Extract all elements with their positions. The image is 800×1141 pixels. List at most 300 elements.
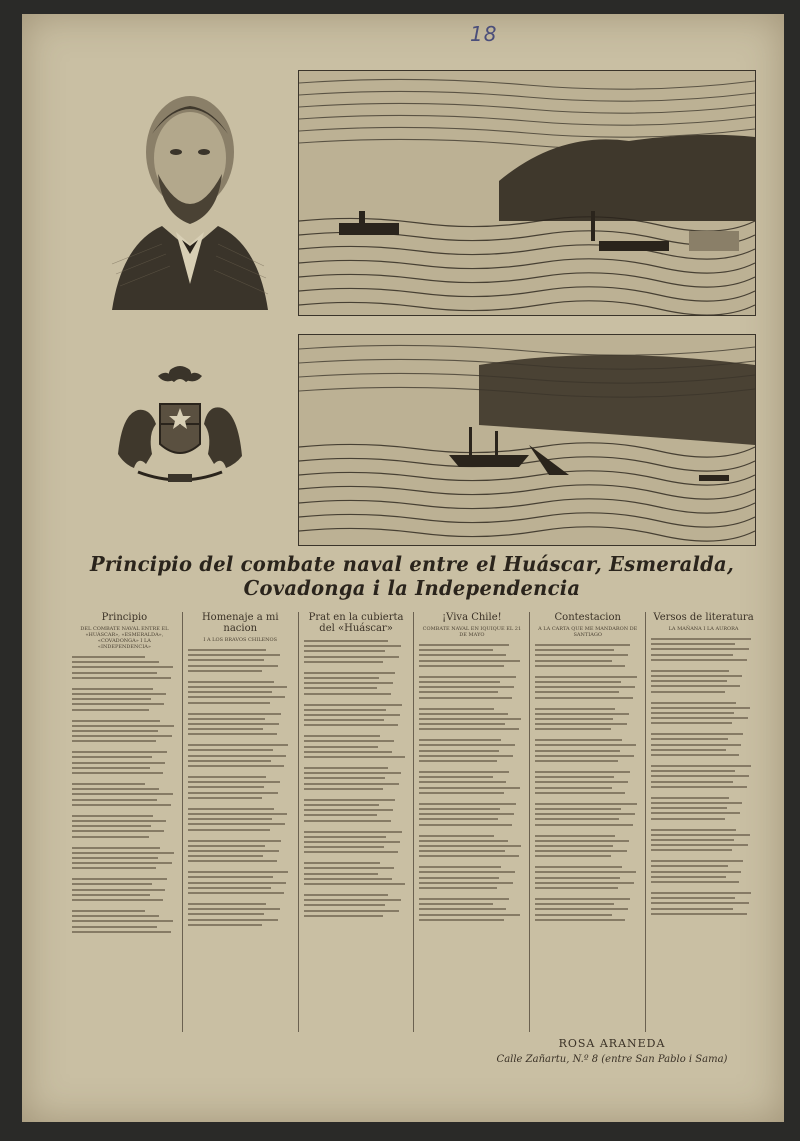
verse-line — [72, 725, 174, 727]
verse-line — [188, 924, 262, 926]
verse-line — [419, 750, 499, 752]
verse-line — [419, 866, 501, 868]
verse-line — [72, 820, 166, 822]
verse-line — [72, 735, 172, 737]
verse-line — [304, 846, 385, 848]
verse-line — [304, 645, 401, 647]
verse-stanza — [72, 751, 177, 774]
verse-line — [535, 845, 613, 847]
verse-line — [304, 746, 378, 748]
verse-line — [535, 771, 629, 773]
verse-line — [535, 792, 625, 794]
verse-line — [304, 661, 384, 663]
headline: Principio del combate naval entre el Huáscar, Esmeralda, Covadonga i la Independencia — [89, 552, 735, 600]
verse-line — [419, 681, 500, 683]
verse-line — [304, 883, 406, 885]
verse-stanza — [419, 708, 524, 731]
verse-line — [188, 919, 278, 921]
verse-line — [651, 818, 724, 820]
verse-line — [651, 876, 725, 878]
verse-line — [304, 878, 392, 880]
verse-line — [188, 723, 279, 725]
verse-line — [419, 919, 504, 921]
verse-line — [188, 860, 277, 862]
verse-line — [535, 877, 620, 879]
column-title: Versos de literatura — [653, 612, 754, 623]
verse-line — [535, 644, 629, 646]
verse-line — [419, 835, 493, 837]
verse-line — [535, 686, 635, 688]
verse-line — [535, 914, 612, 916]
verse-stanza — [651, 829, 756, 852]
verse-line — [419, 787, 520, 789]
column-3 — [298, 612, 414, 1032]
verse-line — [188, 765, 284, 767]
verse-line — [304, 735, 381, 737]
column-subtitle: COMBATE NAVAL EN IQUIQUE EL 21 DE MAYO — [422, 626, 522, 638]
verse-stanza — [419, 898, 524, 921]
verse-line — [304, 777, 386, 779]
verse-line — [188, 718, 266, 720]
verse-stanza — [535, 708, 640, 731]
verse-line — [72, 677, 171, 679]
verse-line — [535, 919, 625, 921]
verse-line — [304, 904, 386, 906]
column-6 — [645, 612, 761, 1032]
verse-line — [535, 723, 626, 725]
verse-line — [188, 670, 262, 672]
verse-line — [72, 688, 153, 690]
verse-line — [651, 722, 732, 724]
verse-line — [72, 703, 164, 705]
verse-stanza — [651, 765, 756, 788]
verse-line — [72, 878, 167, 880]
verse-stanza — [72, 656, 177, 679]
verse-line — [304, 873, 378, 875]
verse-line — [419, 686, 513, 688]
verse-line — [419, 808, 500, 810]
verse-line — [535, 871, 636, 873]
verse-line — [304, 894, 388, 896]
verse-line — [304, 709, 387, 711]
verse-line — [72, 709, 149, 711]
verse-line — [535, 739, 622, 741]
verse-line — [304, 682, 393, 684]
verse-line — [535, 750, 620, 752]
verse-line — [188, 781, 280, 783]
verse-line — [651, 775, 748, 777]
verse-line — [651, 844, 747, 846]
coat-of-arms — [108, 364, 252, 490]
verse-line — [304, 640, 388, 642]
verse-line — [535, 744, 636, 746]
verse-line — [188, 691, 272, 693]
verse-line — [188, 882, 287, 884]
verse-body — [188, 649, 293, 926]
verse-line — [188, 908, 280, 910]
verse-line — [535, 760, 618, 762]
verse-line — [72, 920, 173, 922]
verse-line — [651, 797, 729, 799]
verse-line — [535, 654, 627, 656]
verse-stanza — [188, 744, 293, 767]
verse-stanza — [72, 783, 177, 806]
verse-line — [72, 756, 152, 758]
verse-line — [304, 650, 386, 652]
verse-line — [651, 707, 750, 709]
verse-line — [651, 749, 725, 751]
verse-line — [72, 740, 156, 742]
verse-stanza — [304, 831, 409, 854]
verse-line — [651, 908, 733, 910]
verse-line — [188, 681, 274, 683]
verse-line — [651, 913, 746, 915]
naval-engraving-top — [298, 70, 756, 316]
verse-line — [72, 825, 151, 827]
verse-stanza — [188, 713, 293, 736]
verse-line — [651, 691, 724, 693]
verse-stanza — [535, 803, 640, 826]
verse-line — [535, 681, 621, 683]
naval-engraving-bottom — [298, 334, 756, 546]
verse-line — [419, 781, 506, 783]
verse-stanza — [304, 799, 409, 822]
verse-line — [651, 733, 743, 735]
verse-line — [535, 803, 637, 805]
verse-line — [304, 862, 381, 864]
verse-line — [72, 883, 152, 885]
verse-line — [188, 713, 281, 715]
verse-line — [535, 649, 614, 651]
verse-line — [188, 913, 265, 915]
verse-line — [188, 829, 270, 831]
verse-line — [72, 804, 171, 806]
verse-stanza — [651, 860, 756, 883]
broadsheet — [22, 14, 784, 1122]
verse-line — [72, 894, 150, 896]
verse-line — [72, 867, 156, 869]
verse-body — [419, 644, 524, 921]
verse-stanza — [188, 871, 293, 894]
verse-line — [419, 728, 519, 730]
verse-line — [72, 799, 157, 801]
verse-line — [419, 718, 521, 720]
verse-stanza — [304, 672, 409, 695]
verse-line — [419, 697, 511, 699]
verse-line — [535, 776, 614, 778]
verse-stanza — [535, 866, 640, 889]
verse-line — [651, 670, 729, 672]
column-title: Prat en la cubierta del «Huáscar» — [308, 612, 404, 634]
verse-stanza — [72, 847, 177, 870]
verse-line — [188, 733, 277, 735]
verse-line — [535, 676, 637, 678]
verse-line — [535, 728, 610, 730]
verse-line — [72, 698, 151, 700]
verse-stanza — [419, 803, 524, 826]
verse-line — [304, 767, 388, 769]
verse-line — [651, 839, 734, 841]
verse-line — [304, 783, 399, 785]
verse-stanza — [419, 644, 524, 667]
verse-line — [651, 902, 748, 904]
verse-line — [651, 881, 739, 883]
verse-line — [419, 723, 505, 725]
verse-line — [304, 714, 400, 716]
verse-line — [188, 892, 284, 894]
verse-line — [72, 793, 173, 795]
verse-line — [72, 836, 149, 838]
verse-line — [651, 744, 741, 746]
verse-stanza — [72, 815, 177, 838]
verse-stanza — [651, 892, 756, 915]
verse-line — [535, 718, 613, 720]
verse-line — [651, 812, 740, 814]
verse-line — [304, 799, 395, 801]
verse-line — [419, 882, 512, 884]
verse-stanza — [419, 739, 524, 762]
verse-line — [651, 717, 747, 719]
verse-stanza — [188, 649, 293, 672]
verse-line — [72, 767, 150, 769]
verse-stanza — [419, 676, 524, 699]
verse-stanza — [419, 866, 524, 889]
verse-stanza — [304, 862, 409, 885]
verse-line — [304, 719, 385, 721]
verse-line — [651, 786, 746, 788]
verse-stanza — [188, 776, 293, 799]
verse-stanza — [72, 910, 177, 933]
verse-line — [188, 702, 270, 704]
verse-line — [72, 889, 165, 891]
author-signature: ROSA ARANEDA — [558, 1037, 666, 1050]
verse-line — [419, 824, 511, 826]
verse-line — [651, 659, 746, 661]
verse-line — [188, 797, 262, 799]
verse-line — [535, 697, 632, 699]
verse-line — [651, 654, 733, 656]
column-subtitle: DEL COMBATE NAVAL ENTRE EL «HUÁSCAR», «ESMERALDA», «COVADONGA» I LA «INDEPENDENCIA» — [80, 626, 169, 650]
verse-line — [304, 704, 403, 706]
printer-address: Calle Zañartu, N.º 8 (entre San Pablo i Sama) — [496, 1054, 728, 1065]
verse-line — [188, 654, 280, 656]
column-title: ¡Viva Chile! — [442, 612, 502, 623]
verse-stanza — [419, 771, 524, 794]
verse-line — [304, 836, 387, 838]
verse-line — [419, 840, 507, 842]
verse-line — [651, 897, 735, 899]
verse-line — [304, 772, 401, 774]
column-subtitle: LA MAÑANA I LA AURORA — [668, 626, 739, 632]
column-5 — [529, 612, 645, 1032]
column-1 — [67, 612, 182, 1032]
column-title: Homenaje a mi nacion — [201, 612, 279, 634]
verse-line — [72, 788, 159, 790]
verse-line — [72, 730, 158, 732]
verse-line — [419, 644, 508, 646]
verse-line — [419, 654, 506, 656]
verse-line — [535, 708, 615, 710]
verse-line — [651, 712, 734, 714]
verse-line — [72, 751, 167, 753]
verse-line — [535, 855, 610, 857]
column-title: Principio — [101, 612, 148, 623]
verse-line — [188, 696, 285, 698]
verse-line — [188, 659, 265, 661]
verse-line — [304, 814, 377, 816]
verse-line — [651, 849, 732, 851]
verse-stanza — [651, 638, 756, 661]
verse-line — [419, 803, 515, 805]
verse-line — [188, 649, 267, 651]
verse-stanza — [188, 681, 293, 704]
verse-line — [72, 857, 158, 859]
verse-line — [535, 813, 635, 815]
verse-line — [419, 771, 508, 773]
verse-line — [419, 713, 507, 715]
verse-line — [651, 871, 741, 873]
verse-line — [535, 818, 619, 820]
verse-line — [72, 852, 174, 854]
verse-line — [419, 903, 492, 905]
portrait-engraving — [92, 74, 288, 310]
verse-line — [188, 744, 289, 746]
column-subtitle: A LA CARTA QUE ME MANDARON DE SANTIAGO — [538, 626, 638, 638]
verse-line — [72, 720, 160, 722]
verse-line — [188, 823, 285, 825]
verse-line — [419, 845, 521, 847]
verse-line — [419, 877, 499, 879]
verse-stanza — [535, 676, 640, 699]
verse-line — [304, 841, 400, 843]
verse-line — [304, 751, 392, 753]
verse-stanza — [188, 903, 293, 926]
verse-line — [651, 834, 750, 836]
verse-line — [304, 899, 401, 901]
verse-line — [651, 770, 735, 772]
verse-line — [419, 776, 492, 778]
verse-line — [72, 762, 165, 764]
verse-stanza — [535, 835, 640, 858]
verse-stanza — [419, 835, 524, 858]
verse-line — [651, 738, 728, 740]
verse-stanza — [304, 735, 409, 758]
verse-line — [72, 862, 172, 864]
verse-line — [304, 809, 393, 811]
verse-line — [72, 661, 159, 663]
verse-stanza — [651, 670, 756, 693]
verse-line — [419, 708, 493, 710]
verse-line — [188, 755, 287, 757]
verse-line — [419, 871, 514, 873]
verse-line — [651, 754, 739, 756]
column-2 — [182, 612, 298, 1032]
verse-body — [535, 644, 640, 921]
verse-body — [72, 656, 177, 933]
verse-line — [535, 824, 632, 826]
verse-line — [188, 786, 265, 788]
verse-line — [304, 915, 384, 917]
verse-line — [535, 781, 627, 783]
verse-line — [304, 867, 394, 869]
verse-line — [419, 908, 506, 910]
verse-line — [419, 744, 514, 746]
verse-stanza — [72, 688, 177, 711]
verse-stanza — [535, 644, 640, 667]
verse-line — [651, 680, 726, 682]
verse-line — [419, 676, 515, 678]
verse-stanza — [651, 733, 756, 756]
verse-stanza — [72, 878, 177, 901]
verse-line — [535, 691, 619, 693]
verse-line — [419, 691, 498, 693]
verse-line — [72, 847, 160, 849]
verse-line — [419, 665, 504, 667]
verse-line — [535, 850, 626, 852]
verse-line — [72, 693, 166, 695]
verse-line — [72, 910, 145, 912]
verse-line — [72, 915, 159, 917]
verse-line — [535, 835, 615, 837]
verse-line — [188, 855, 263, 857]
verse-line — [72, 830, 164, 832]
verse-stanza — [304, 894, 409, 917]
verse-line — [651, 643, 735, 645]
verse-line — [419, 850, 505, 852]
column-4 — [413, 612, 529, 1032]
verse-line — [419, 792, 504, 794]
verse-stanza — [304, 640, 409, 663]
verse-line — [651, 829, 736, 831]
verse-line — [188, 749, 273, 751]
verse-line — [535, 866, 622, 868]
verse-line — [419, 898, 508, 900]
verse-stanza — [72, 720, 177, 743]
verse-line — [535, 665, 625, 667]
verse-line — [419, 818, 498, 820]
verse-stanza — [188, 840, 293, 863]
verse-line — [188, 808, 274, 810]
verse-line — [304, 851, 398, 853]
verse-line — [535, 808, 621, 810]
verse-line — [188, 871, 289, 873]
verse-line — [304, 656, 399, 658]
verse-line — [72, 815, 153, 817]
verse-line — [188, 887, 271, 889]
verse-line — [304, 693, 391, 695]
verse-line — [304, 788, 384, 790]
verse-line — [188, 728, 263, 730]
verse-line — [651, 807, 726, 809]
verse-line — [304, 724, 398, 726]
verse-line — [188, 903, 267, 905]
verse-line — [535, 898, 629, 900]
verse-line — [651, 865, 728, 867]
verse-line — [419, 887, 497, 889]
verse-line — [535, 660, 612, 662]
verse-line — [419, 760, 497, 762]
verse-line — [72, 666, 173, 668]
verse-line — [304, 756, 406, 758]
verse-line — [304, 687, 377, 689]
verse-line — [419, 739, 501, 741]
verse-line — [651, 638, 751, 640]
verse-line — [651, 685, 740, 687]
column-title: Contestacion — [554, 612, 621, 623]
verse-line — [188, 776, 267, 778]
verse-line — [304, 804, 379, 806]
verse-line — [188, 876, 273, 878]
